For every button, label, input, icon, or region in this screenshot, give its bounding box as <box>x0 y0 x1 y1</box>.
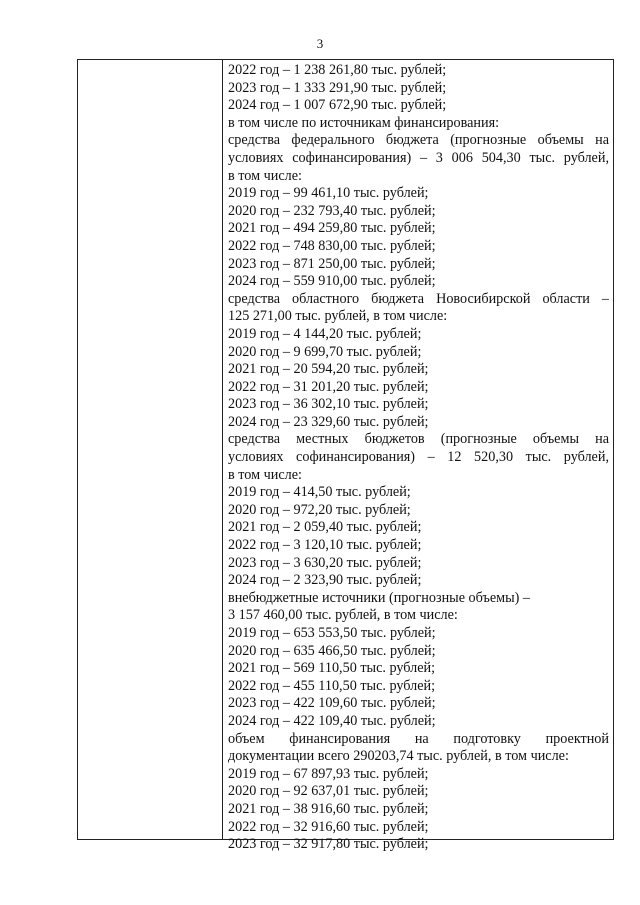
financing-line: 2021 год – 494 259,80 тыс. рублей; <box>228 220 436 237</box>
financing-line: в том числе: <box>228 167 302 184</box>
financing-line: 2024 год – 2 323,90 тыс. рублей; <box>228 572 422 589</box>
financing-line: 2019 год – 653 553,50 тыс. рублей; <box>228 625 436 641</box>
table-right-cell <box>228 62 609 854</box>
financing-line: 2024 год – 422 109,40 тыс. рублей; <box>228 712 436 729</box>
financing-line: условиях софинансирования) – 12 520,30 тыс. рублей, <box>228 449 609 466</box>
financing-line: 2019 год – 414,50 тыс. рублей; <box>228 484 411 501</box>
financing-line: 2023 год – 32 917,80 тыс. рублей; <box>228 836 429 853</box>
financing-line: документации всего 290203,74 тыс. рублей, в том числе: <box>228 748 569 765</box>
financing-line: 2020 год – 9 699,70 тыс. рублей; <box>228 343 422 360</box>
financing-line: 2023 год – 3 630,20 тыс. рублей; <box>228 554 422 571</box>
financing-line: объем финансирования на подготовку проектной <box>228 730 609 747</box>
financing-line: 2022 год – 1 238 261,80 тыс. рублей; <box>228 62 447 78</box>
financing-line: 2022 год – 32 916,60 тыс. рублей; <box>228 818 429 835</box>
financing-line: 2022 год – 31 201,20 тыс. рублей; <box>228 378 429 395</box>
financing-line: 2023 год – 871 250,00 тыс. рублей; <box>228 255 436 272</box>
financing-line: средства федерального бюджета (прогнозные объемы на <box>228 132 609 149</box>
financing-line: средства областного бюджета Новосибирской области – <box>228 290 609 307</box>
financing-line: 2021 год – 2 059,40 тыс. рублей; <box>228 519 422 536</box>
financing-line: 2022 год – 748 830,00 тыс. рублей; <box>228 237 436 254</box>
financing-line: 2021 год – 20 594,20 тыс. рублей; <box>228 361 429 378</box>
financing-line: 2021 год – 569 110,50 тыс. рублей; <box>228 660 436 677</box>
financing-line: условиях софинансирования) – 3 006 504,30 тыс. рублей, <box>228 149 609 166</box>
page-number: 3 <box>316 36 324 51</box>
financing-line: 2021 год – 38 916,60 тыс. рублей; <box>228 800 429 817</box>
financing-line: в том числе по источникам финансирования: <box>228 114 500 131</box>
table-left-cell <box>78 60 223 839</box>
financing-line: 2019 год – 99 461,10 тыс. рублей; <box>228 185 429 202</box>
financing-line: 2023 год – 1 333 291,90 тыс. рублей; <box>228 79 447 96</box>
financing-line: 2020 год – 232 793,40 тыс. рублей; <box>228 202 436 219</box>
financing-line: 3 157 460,00 тыс. рублей, в том числе: <box>228 607 458 624</box>
financing-line: 2023 год – 36 302,10 тыс. рублей; <box>228 396 429 413</box>
financing-line: 125 271,00 тыс. рублей, в том числе: <box>228 308 448 325</box>
financing-line: 2019 год – 67 897,93 тыс. рублей; <box>228 765 429 782</box>
financing-line: средства местных бюджетов (прогнозные объемы на <box>228 431 609 448</box>
financing-line: внебюджетные источники (прогнозные объемы) – <box>228 589 531 606</box>
financing-line: 2022 год – 3 120,10 тыс. рублей; <box>228 537 422 554</box>
financing-line: 2019 год – 4 144,20 тыс. рублей; <box>228 325 422 342</box>
financing-line: 2024 год – 1 007 672,90 тыс. рублей; <box>228 97 447 114</box>
financing-line: 2024 год – 559 910,00 тыс. рублей; <box>228 273 436 290</box>
financing-line: 2020 год – 635 466,50 тыс. рублей; <box>228 642 436 659</box>
financing-table <box>77 59 614 853</box>
financing-line: 2020 год – 92 637,01 тыс. рублей; <box>228 783 429 800</box>
financing-line: в том числе: <box>228 466 302 483</box>
financing-line: 2023 год – 422 109,60 тыс. рублей; <box>228 695 436 712</box>
financing-line: 2022 год – 455 110,50 тыс. рублей; <box>228 677 436 694</box>
financing-line: 2020 год – 972,20 тыс. рублей; <box>228 501 411 518</box>
financing-line: 2024 год – 23 329,60 тыс. рублей; <box>228 413 429 430</box>
